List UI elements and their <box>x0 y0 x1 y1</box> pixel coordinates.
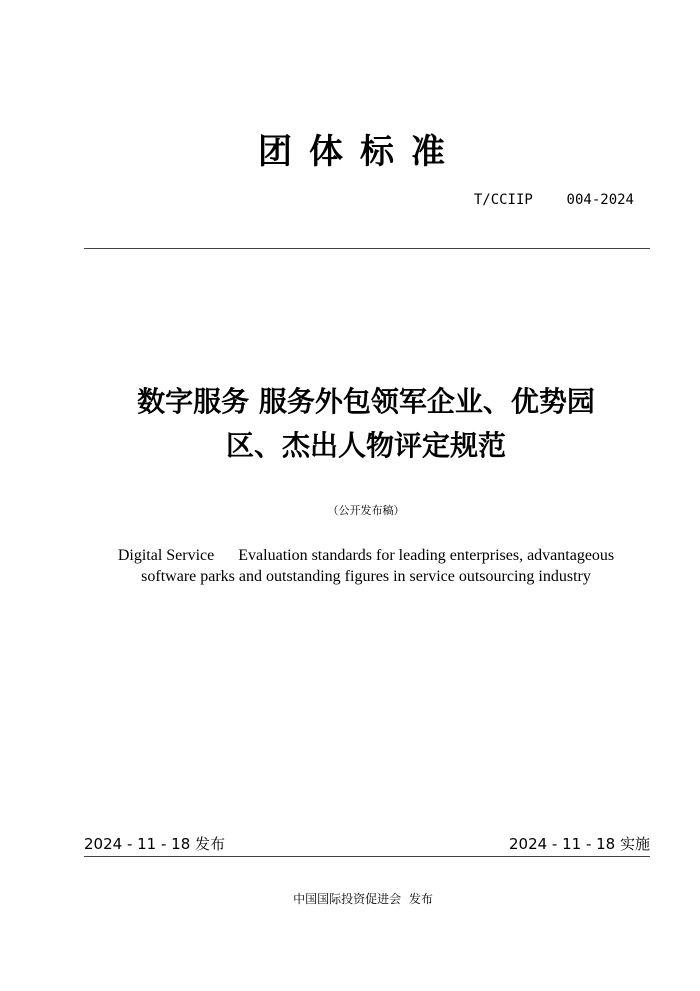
chinese-title-line-1: 数字服务 服务外包领军企业、优势园 <box>137 385 595 418</box>
publish-date: 2024 - 11 - 18 发布 <box>84 835 226 853</box>
english-title-line-2: software parks and outstanding figures in service outsourcing industry <box>141 568 591 585</box>
bottom-divider <box>84 856 650 857</box>
draft-status-note: （公开发布稿） <box>327 504 405 517</box>
publisher-line <box>0 890 700 908</box>
chinese-title-line-2: 区、杰出人物评定规范 <box>225 429 506 462</box>
publisher-action: 发布 <box>408 892 433 906</box>
implement-date: 2024 - 11 - 18 实施 <box>508 835 650 853</box>
english-title-part-1: Digital Service <box>117 547 215 564</box>
document-type-heading: 团体标准 <box>258 132 462 172</box>
chinese-title <box>80 380 652 468</box>
top-divider <box>84 248 650 249</box>
english-title-line-1 <box>90 545 642 566</box>
publisher-name: 中国国际投资促进会 <box>293 892 402 906</box>
english-title-part-2: Evaluation standards for leading enterprises, advantageous <box>238 547 615 564</box>
standard-number: T/CCIIP 004-2024 <box>473 192 634 208</box>
english-title <box>90 545 642 587</box>
